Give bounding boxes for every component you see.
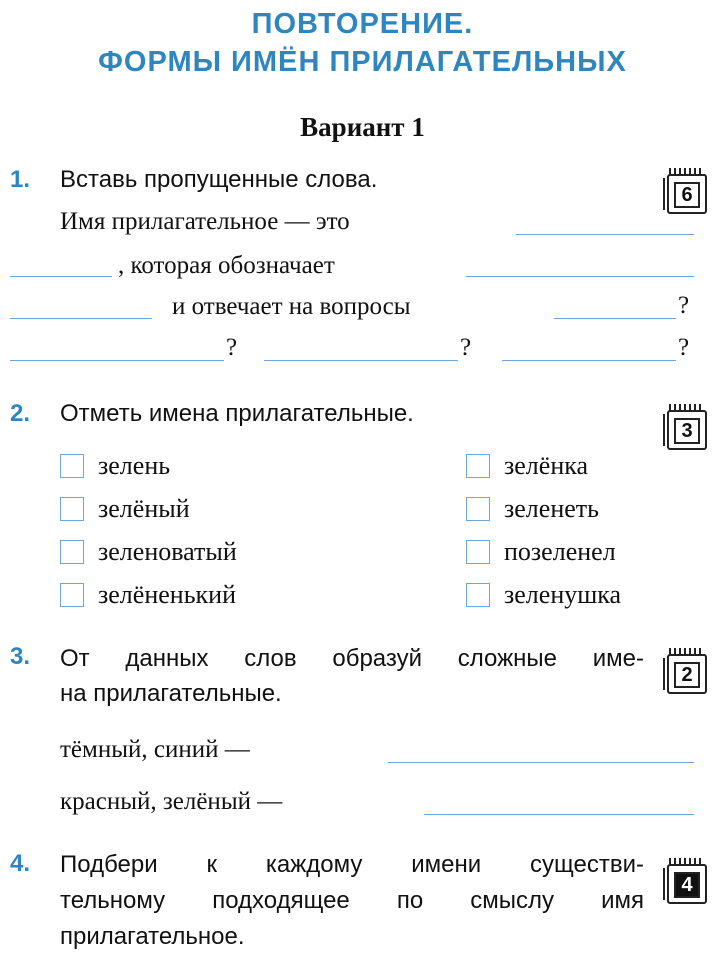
task1-instruction: Вставь пропущенные слова.: [60, 166, 378, 193]
task1-qmark-2: ?: [226, 334, 238, 361]
task1-line2-text: , которая обозначает: [118, 252, 335, 279]
task3-score-badge: [663, 648, 709, 692]
task1-qmark-4: ?: [678, 334, 690, 361]
task1-qmark-3: ?: [460, 334, 472, 361]
option-zelenyi[interactable]: зелёный: [60, 494, 190, 524]
option-zelenet[interactable]: зеленеть: [466, 494, 599, 524]
task4-instruction-line3: прилагательное.: [60, 923, 245, 950]
task1-blank-5[interactable]: [554, 318, 676, 319]
task3-number: 3.: [10, 643, 31, 670]
task1-line3-text: и отвечает на вопросы: [172, 293, 411, 320]
task1-blank-6[interactable]: [10, 360, 224, 361]
task4-number: 4.: [10, 850, 31, 877]
task1-score: 6: [674, 182, 700, 208]
option-zelen[interactable]: зелень: [60, 451, 170, 481]
task3-pair2: красный, зелёный —: [60, 788, 283, 815]
task2-number: 2.: [10, 400, 31, 427]
task1-blank-4[interactable]: [10, 318, 152, 319]
option-zelenenkiy[interactable]: зелёненький: [60, 580, 236, 610]
checkbox[interactable]: [60, 540, 84, 564]
checkbox[interactable]: [466, 540, 490, 564]
title-line-1: ПОВТОРЕНИЕ.: [251, 8, 474, 40]
option-zelenovatyi[interactable]: зеленоватый: [60, 537, 237, 567]
option-zelenka[interactable]: зелёнка: [466, 451, 588, 481]
task2-score-badge: [663, 404, 709, 448]
task2-instruction: Отметь имена прилагательные.: [60, 400, 414, 427]
checkbox[interactable]: [60, 454, 84, 478]
checkbox[interactable]: [466, 583, 490, 607]
task1-blank-3[interactable]: [466, 276, 694, 277]
checkbox[interactable]: [60, 497, 84, 521]
option-zelenushka[interactable]: зеленушка: [466, 580, 621, 610]
option-pozelenel[interactable]: позеленел: [466, 537, 616, 567]
checkbox[interactable]: [466, 497, 490, 521]
task1-blank-7[interactable]: [264, 360, 458, 361]
task3-blank-2[interactable]: [424, 814, 694, 815]
task3-pair1: тёмный, синий —: [60, 736, 250, 763]
task1-score-badge: [663, 168, 709, 212]
task4-instruction-line1: Подбери к каждому имени существи-: [60, 851, 644, 878]
checkbox[interactable]: [60, 583, 84, 607]
task3-blank-1[interactable]: [388, 762, 694, 763]
task1-number: 1.: [10, 166, 31, 193]
task2-score: 3: [674, 418, 700, 444]
task3-score: 2: [674, 662, 700, 688]
task1-blank-1[interactable]: [516, 234, 694, 235]
task1-line1-text: Имя прилагательное — это: [60, 208, 350, 235]
task1-blank-2[interactable]: [10, 276, 112, 277]
task4-score: 4: [674, 872, 700, 898]
task3-instruction-line2: на прилагательные.: [60, 680, 282, 707]
task4-score-badge: [663, 858, 709, 902]
task4-instruction-line2: тельному подходящее по смыслу имя: [60, 887, 644, 914]
task1-blank-8[interactable]: [502, 360, 676, 361]
checkbox[interactable]: [466, 454, 490, 478]
title-line-2: ФОРМЫ ИМЁН ПРИЛАГАТЕЛЬНЫХ: [98, 46, 627, 78]
task1-qmark-1: ?: [678, 292, 690, 319]
variant-heading: Вариант 1: [300, 112, 425, 142]
task3-instruction-line1: От данных слов образуй сложные име-: [60, 645, 644, 672]
